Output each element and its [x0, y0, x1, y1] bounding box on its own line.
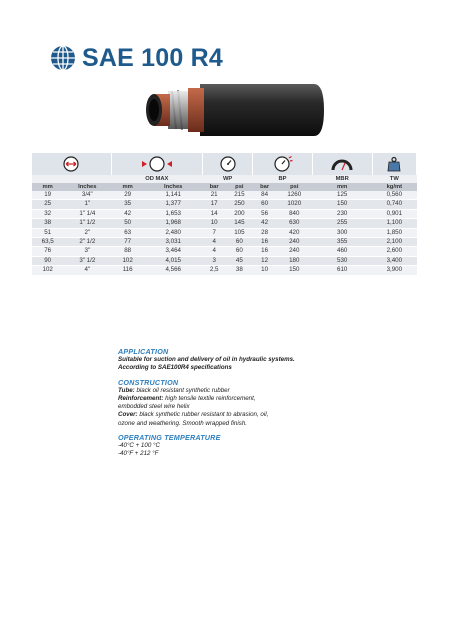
- table-cell: 1,968: [144, 219, 202, 228]
- burst-pressure-cell: [253, 153, 312, 175]
- table-cell: 1260: [276, 191, 312, 200]
- table-cell: 88: [111, 247, 144, 256]
- reinforcement-label: Reinforcement:: [118, 395, 164, 403]
- table-cell: 0,740: [372, 200, 416, 209]
- table-cell: 105: [226, 228, 253, 237]
- table-cell: 102: [32, 266, 63, 275]
- unit-cell: mm: [312, 183, 372, 191]
- table-cell: 145: [226, 219, 253, 228]
- table-cell: 63,5: [32, 238, 63, 247]
- table-cell: 60: [226, 247, 253, 256]
- table-cell: 16: [253, 247, 277, 256]
- burst-pressure-gauge-icon: [273, 156, 293, 172]
- cover-line-2: ozone and weathering. Smooth wrapped finish.: [118, 419, 247, 427]
- unit-cell: mm: [111, 183, 144, 191]
- table-row: [32, 247, 417, 256]
- table-cell: 1" 1/2: [63, 219, 111, 228]
- table-row: [32, 209, 417, 218]
- table-row: [32, 238, 417, 247]
- table-row: [32, 219, 417, 228]
- table-cell: 21: [202, 191, 226, 200]
- table-cell: 12: [253, 256, 277, 265]
- table-cell: 45: [226, 256, 253, 265]
- table-cell: 215: [226, 191, 253, 200]
- unit-cell: bar: [202, 183, 226, 191]
- table-row: [32, 191, 417, 200]
- cover-text: black synthetic rubber resistant to abrasion, oil,: [137, 411, 269, 419]
- table-cell: 355: [312, 238, 372, 247]
- table-row: [32, 228, 417, 237]
- table-cell: 42: [111, 209, 144, 218]
- weight-icon: [386, 156, 402, 172]
- table-cell: 240: [276, 247, 312, 256]
- page-title: SAE 100 R4: [82, 43, 223, 72]
- table-cell: 116: [111, 266, 144, 275]
- table-cell: 90: [32, 256, 63, 265]
- tube-label: Tube:: [118, 386, 135, 394]
- table-cell: 4: [202, 247, 226, 256]
- table-cell: 25: [32, 200, 63, 209]
- table-cell: 17: [202, 200, 226, 209]
- table-cell: 1,377: [144, 200, 202, 209]
- reinforcement-text: high tensile textile reinforcement,: [163, 395, 256, 403]
- table-cell: 420: [276, 228, 312, 237]
- table-cell: 1020: [276, 200, 312, 209]
- table-body: [32, 191, 417, 275]
- unit-cell: Inches: [144, 183, 202, 191]
- table-cell: 4": [63, 266, 111, 275]
- description-block: [118, 348, 378, 458]
- temperature-celsius: -40°C + 100 °C: [118, 442, 160, 450]
- unit-cell: bar: [253, 183, 277, 191]
- table-cell: 51: [32, 228, 63, 237]
- unit-cell: psi: [276, 183, 312, 191]
- globe-icon: [50, 45, 76, 71]
- reinforcement-line-2: embodded steel wire helix: [118, 403, 190, 411]
- bend-radius-cell: [312, 153, 372, 175]
- table-cell: 10: [253, 266, 277, 275]
- table-cell: 35: [111, 200, 144, 209]
- table-cell: 4: [202, 238, 226, 247]
- table-cell: 4,566: [144, 266, 202, 275]
- table-cell: 19: [32, 191, 63, 200]
- table-cell: 150: [312, 200, 372, 209]
- cover-line: [118, 411, 378, 419]
- inner-diameter-label: [32, 175, 111, 183]
- table-cell: 1,100: [372, 219, 416, 228]
- tw-label: TW: [372, 175, 416, 183]
- table-cell: 4,015: [144, 256, 202, 265]
- specifications-table: [32, 153, 417, 276]
- bend-radius-icon: [331, 156, 353, 172]
- table-cell: 200: [226, 209, 253, 218]
- table-cell: 2,5: [202, 266, 226, 275]
- table-cell: 3: [202, 256, 226, 265]
- table-cell: 102: [111, 256, 144, 265]
- unit-cell: psi: [226, 183, 253, 191]
- table-cell: 10: [202, 219, 226, 228]
- hose-illustration: [138, 80, 328, 140]
- table-cell: 125: [312, 191, 372, 200]
- table-cell: 76: [32, 247, 63, 256]
- unit-cell: kg/mt: [372, 183, 416, 191]
- outer-diameter-icon: [140, 156, 174, 172]
- od-max-label: OD MAX: [111, 175, 202, 183]
- table-cell: 42: [253, 219, 277, 228]
- table-cell: 3,031: [144, 238, 202, 247]
- mbr-label: MBR: [312, 175, 372, 183]
- table-cell: 56: [253, 209, 277, 218]
- outer-diameter-cell: [111, 153, 202, 175]
- table-cell: 1" 1/4: [63, 209, 111, 218]
- table-cell: 50: [111, 219, 144, 228]
- table-cell: 300: [312, 228, 372, 237]
- table-cell: 3" 1/2: [63, 256, 111, 265]
- application-line-2: According to SAE100R4 specifications: [118, 364, 232, 372]
- table-cell: 460: [312, 247, 372, 256]
- table-cell: 180: [276, 256, 312, 265]
- temperature-fahrenheit: -40°F + 212 °F: [118, 450, 159, 458]
- application-line-1: Suitable for suction and delivery of oil in hydraulic systems.: [118, 356, 295, 364]
- table-cell: 14: [202, 209, 226, 218]
- table-cell: 3/4": [63, 191, 111, 200]
- table-cell: 38: [32, 219, 63, 228]
- table-cell: 38: [226, 266, 253, 275]
- table-cell: 29: [111, 191, 144, 200]
- units-row: [32, 183, 417, 191]
- table-cell: 250: [226, 200, 253, 209]
- table-cell: 1,141: [144, 191, 202, 200]
- table-cell: 2,480: [144, 228, 202, 237]
- table-cell: 840: [276, 209, 312, 218]
- temperature-heading: OPERATING TEMPERATURE: [118, 432, 221, 442]
- table-cell: 3,464: [144, 247, 202, 256]
- table-cell: 32: [32, 209, 63, 218]
- table-cell: 28: [253, 228, 277, 237]
- table-cell: 60: [253, 200, 277, 209]
- table-row: [32, 266, 417, 275]
- table-cell: 1": [63, 200, 111, 209]
- application-heading: APPLICATION: [118, 347, 169, 356]
- table-cell: 2,100: [372, 238, 416, 247]
- table-row: [32, 200, 417, 209]
- table-cell: 0,901: [372, 209, 416, 218]
- reinforcement-line: [118, 395, 378, 403]
- table-cell: 77: [111, 238, 144, 247]
- table-cell: 240: [276, 238, 312, 247]
- inner-diameter-cell: [32, 153, 111, 175]
- table-cell: 2" 1/2: [63, 238, 111, 247]
- bp-label: BP: [253, 175, 312, 183]
- inner-diameter-icon: [63, 156, 79, 172]
- table-cell: 7: [202, 228, 226, 237]
- construction-heading: CONSTRUCTION: [118, 377, 179, 387]
- table-cell: 3,400: [372, 256, 416, 265]
- table-cell: 60: [226, 238, 253, 247]
- table-cell: 63: [111, 228, 144, 237]
- working-pressure-gauge-icon: [220, 156, 236, 172]
- table-cell: 230: [312, 209, 372, 218]
- table-cell: 3,900: [372, 266, 416, 275]
- table-cell: 630: [276, 219, 312, 228]
- table-cell: 1,653: [144, 209, 202, 218]
- cover-label: Cover:: [118, 411, 138, 419]
- unit-cell: mm: [32, 183, 63, 191]
- table-cell: 610: [312, 266, 372, 275]
- tube-text: black oil resistant synthetic rubber: [134, 386, 230, 394]
- title-row: [50, 40, 223, 76]
- table-row: [32, 256, 417, 265]
- working-pressure-cell: [202, 153, 252, 175]
- table-cell: 84: [253, 191, 277, 200]
- wp-label: WP: [202, 175, 252, 183]
- table-cell: 255: [312, 219, 372, 228]
- table-cell: 3": [63, 247, 111, 256]
- unit-cell: Inches: [63, 183, 111, 191]
- table-cell: 2,600: [372, 247, 416, 256]
- tube-line: [118, 387, 378, 395]
- weight-cell: [372, 153, 416, 175]
- table-cell: 1,850: [372, 228, 416, 237]
- table-cell: 150: [276, 266, 312, 275]
- table-cell: 0,560: [372, 191, 416, 200]
- table-cell: 530: [312, 256, 372, 265]
- table-cell: 16: [253, 238, 277, 247]
- table-cell: 2": [63, 228, 111, 237]
